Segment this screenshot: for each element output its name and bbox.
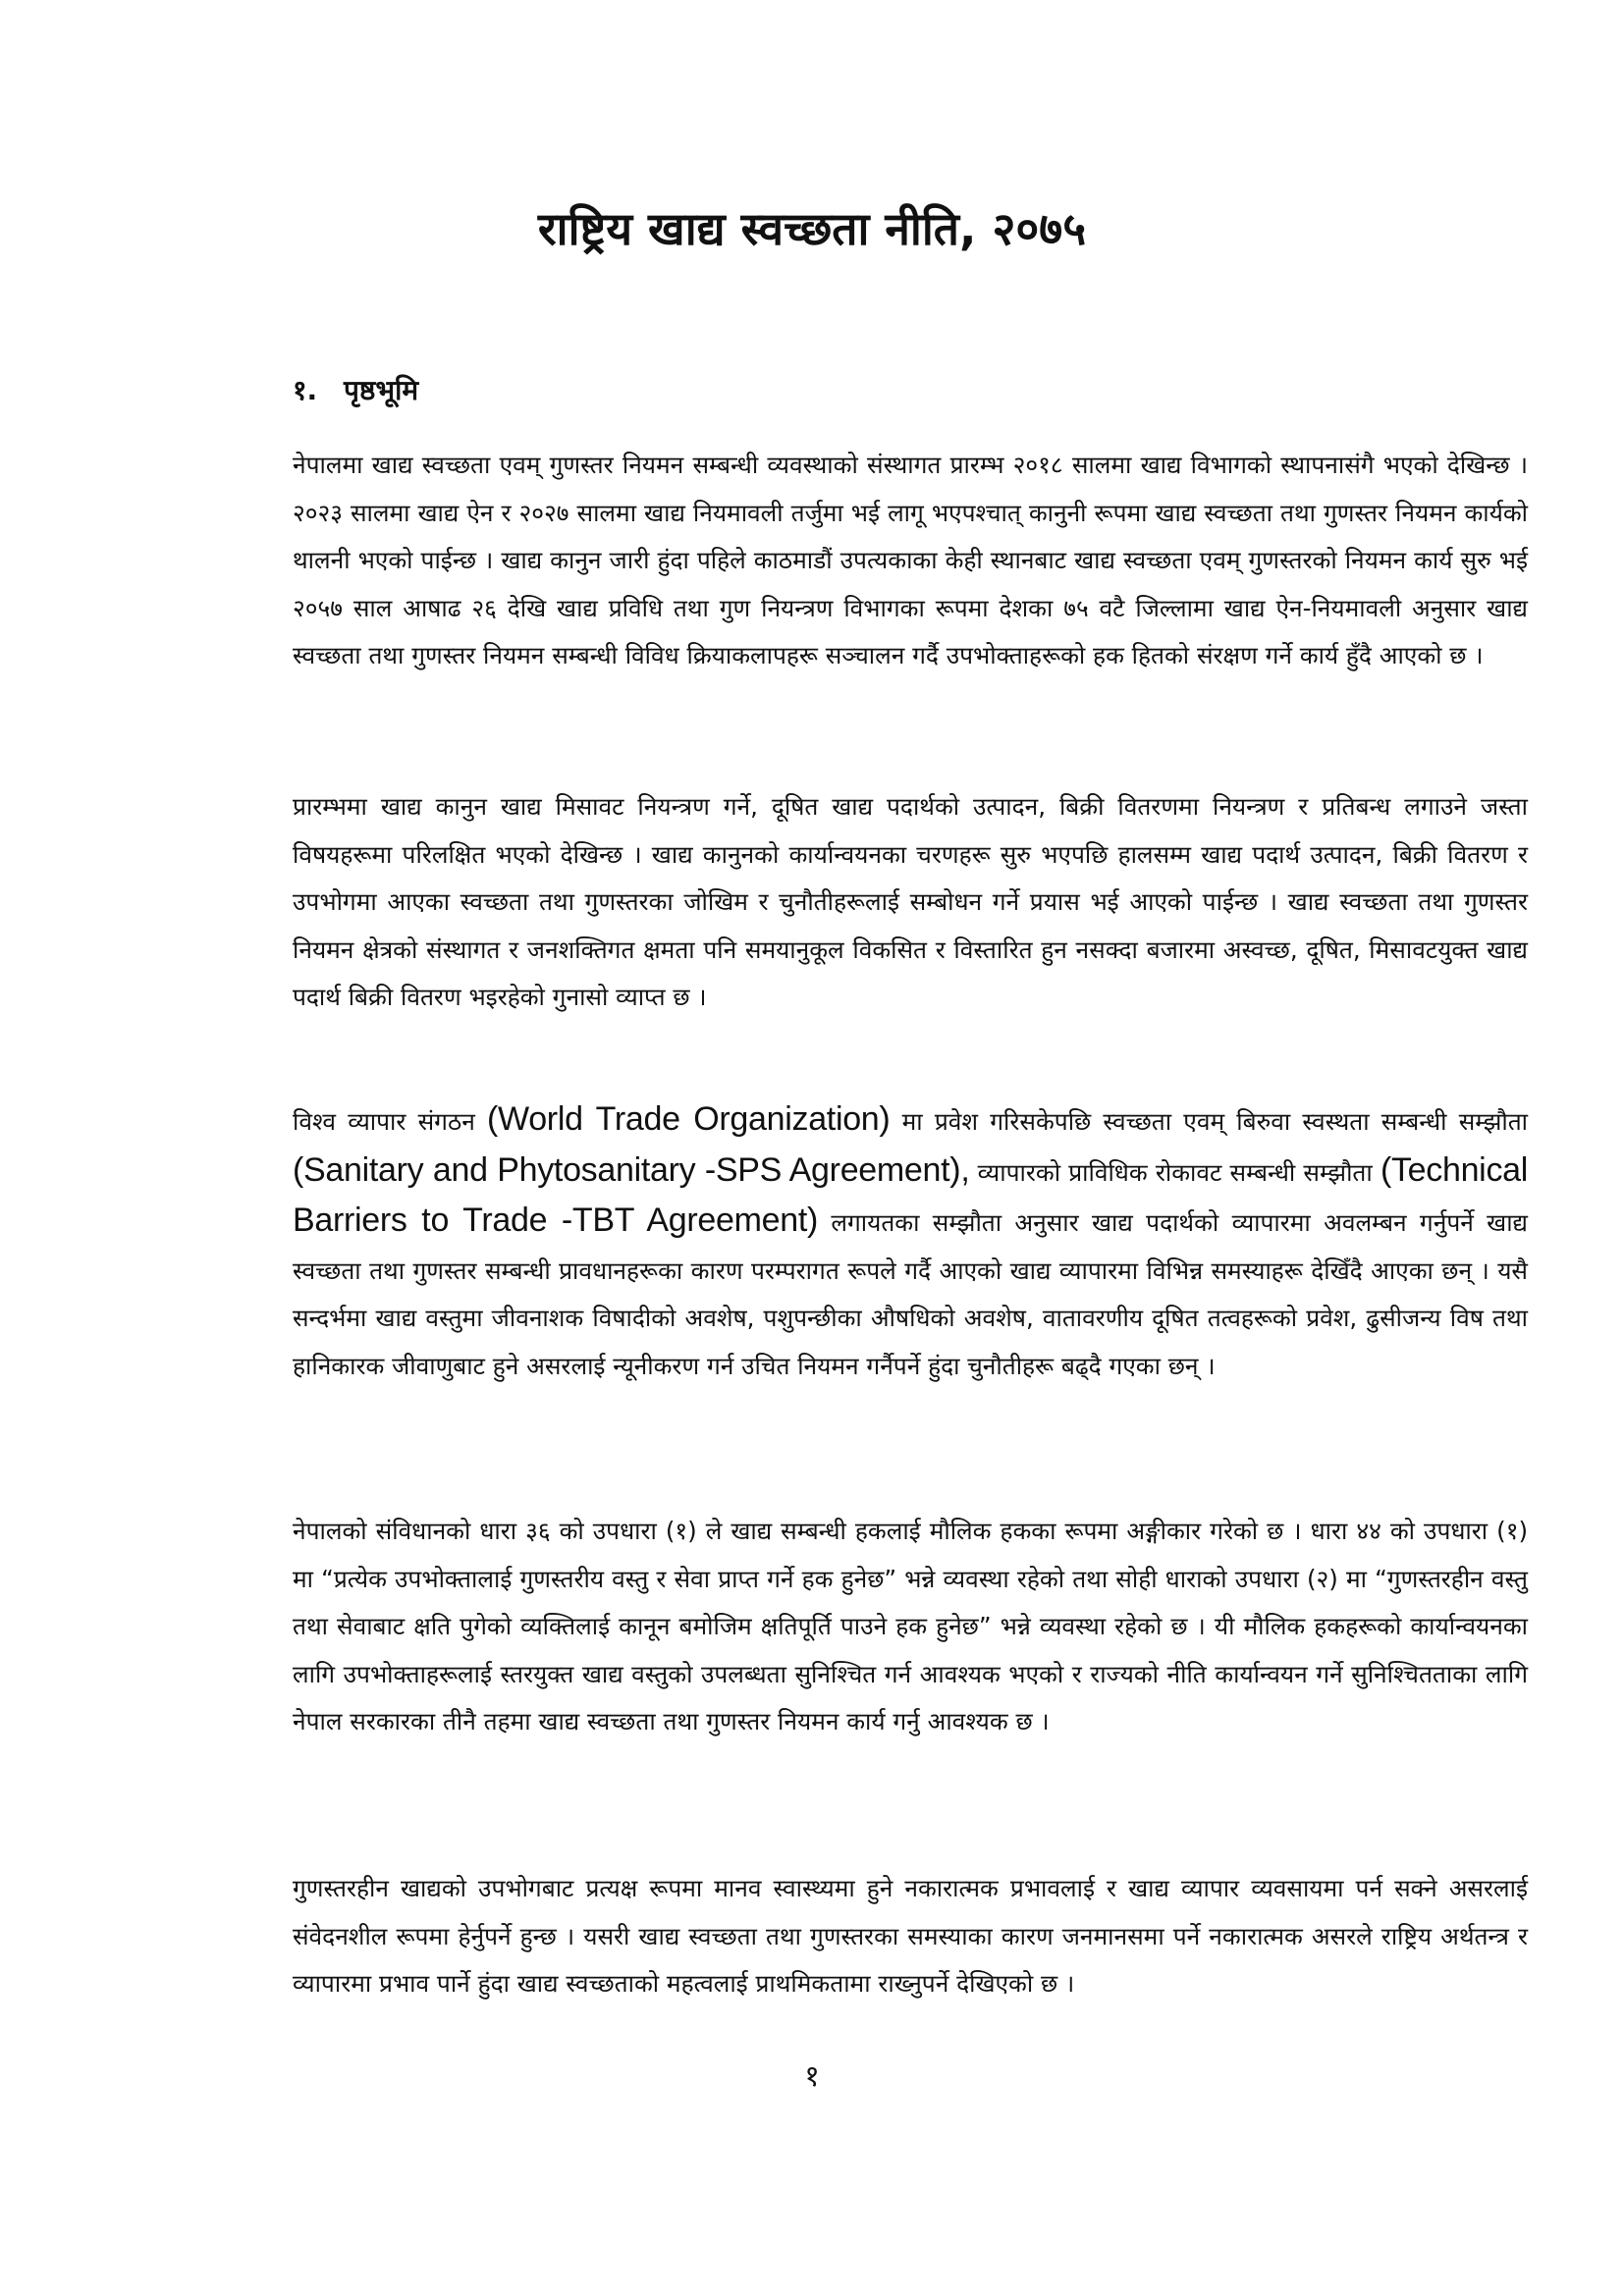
paragraph-3-text-3: व्यापारको प्राविधिक रोकावट सम्बन्धी सम्झौता — [977, 1157, 1373, 1187]
paragraph-2: प्रारम्भमा खाद्य कानुन खाद्य मिसावट नियन्त्रण गर्ने, दूषित खाद्य पदार्थको उत्पादन, बिक्री वितरणमा नियन्त्रण र प्रतिबन्ध लगाउने जस्ता विषयहरूमा परिलक्षित भएको देखिन्छ । खाद्य कानुनको कार्यान्वयनका चरणहरू सुरु भएपछि हालसम्म खाद्य पदार्थ उत्पादन, बिक्री वितरण र उपभोगमा आएका स्वच्छता तथा गुणस्तरका जोखिम र चुनौतीहरूलाई सम्बोधन गर्ने प्रयास भई आएको पाईन्छ । खाद्य स्वच्छता तथा गुणस्तर नियमन क्षेत्रको संस्थागत र जनशक्तिगत क्षमता पनि समयानुकूल विकसित र विस्तारित हुन नसक्दा बजारमा अस्वच्छ, दूषित, मिसावटयुक्त खाद्य पदार्थ बिक्री वितरण भइरहेको गुनासो व्याप्त छ । — [293, 792, 1528, 1011]
paragraph-5: गुणस्तरहीन खाद्यको उपभोगबाट प्रत्यक्ष रूपमा मानव स्वास्थ्यमा हुने नकारात्मक प्रभावलाई र खाद्य व्यापार व्यवसायमा पर्न सक्ने असरलाई संवेदनशील रूपमा हेर्नुपर्ने हुन्छ । यसरी खाद्य स्वच्छता तथा गुणस्तरका समस्याका कारण जनमानसमा पर्ने नकारात्मक असरले राष्ट्रिय अर्थतन्त्र र व्यापारमा प्रभाव पार्ने हुंदा खाद्य स्वच्छताको महत्वलाई प्राथमिकतामा राख्नुपर्ने देखिएको छ । — [293, 1874, 1528, 1998]
tbt-term: (Technical Barriers to Trade -TBT Agreement) — [293, 1150, 1529, 1239]
section-heading — [293, 371, 418, 410]
wto-term: (World Trade Organization) — [487, 1100, 891, 1138]
sps-term: (Sanitary and Phytosanitary -SPS Agreement), — [293, 1150, 970, 1189]
paragraph-3-text-1: विश्व व्यापार संगठन — [293, 1107, 475, 1136]
section-heading-text: पृष्ठभूमि — [344, 374, 419, 406]
paragraph-3 — [293, 1095, 1528, 1390]
document-title: राष्ट्रिय खाद्य स्वच्छता नीति, २०७५ — [537, 202, 1087, 255]
paragraph-3-text-4: लगायतका सम्झौता अनुसार खाद्य पदार्थको व्यापारमा अवलम्बन गर्नुपर्ने खाद्य स्वच्छता तथा गुणस्तर सम्बन्धी प्रावधानहरूका कारण परम्परागत रूपले गर्दै आएको खाद्य व्यापारमा विभिन्न समस्याहरू देखिँदै आएका छन् । यसै सन्दर्भमा खाद्य वस्तुमा जीवनाशक विषादीको अवशेष, पशुपन्छीका औषधिको अवशेष, वातावरणीय दूषित तत्वहरूको प्रवेश, ढुसीजन्य विष तथा हानिकारक जीवाणुबाट हुने असरलाई न्यूनीकरण गर्न उचित नियमन गर्नैपर्ने हुंदा चुनौतीहरू बढ्दै गएका छन् । — [293, 1208, 1528, 1380]
page-number: १ — [804, 2059, 820, 2094]
paragraph-3-text-2: मा प्रवेश गरिसकेपछि स्वच्छता एवम् बिरुवा स्वस्थता सम्बन्धी सम्झौता — [901, 1107, 1529, 1136]
section-number: १. — [293, 374, 318, 406]
paragraph-4: नेपालको संविधानको धारा ३६ को उपधारा (१) ले खाद्य सम्बन्धी हकलाई मौलिक हकका रूपमा अङ्गीकार गरेको छ । धारा ४४ को उपधारा (१) मा “प्रत्येक उपभोक्तालाई गुणस्तरीय वस्तु र सेवा प्राप्त गर्ने हक हुनेछ” भन्ने व्यवस्था रहेको तथा सोही धाराको उपधारा (२) मा “गुणस्तरहीन वस्तु तथा सेवाबाट क्षति पुगेको व्यक्तिलाई कानून बमोजिम क्षतिपूर्ति पाउने हक हुनेछ” भन्ने व्यवस्था रहेको छ । यी मौलिक हकहरूको कार्यान्वयनका लागि उपभोक्ताहरूलाई स्तरयुक्त खाद्य वस्तुको उपलब्धता सुनिश्चित गर्न आवश्यक भएको र राज्यको नीति कार्यान्वयन गर्ने सुनिश्चितताका लागि नेपाल सरकारका तीनै तहमा खाद्य स्वच्छता तथा गुणस्तर नियमन कार्य गर्नु आवश्यक छ । — [293, 1517, 1528, 1735]
paragraph-1: नेपालमा खाद्य स्वच्छता एवम् गुणस्तर नियमन सम्बन्धी व्यवस्थाको संस्थागत प्रारम्भ २०१८ सालमा खाद्य विभागको स्थापनासंगै भएको देखिन्छ । २०२३ सालमा खाद्य ऐन र २०२७ सालमा खाद्य नियमावली तर्जुमा भई लागू भएपश्चात् कानुनी रूपमा खाद्य स्वच्छता तथा गुणस्तर नियमन कार्यको थालनी भएको पाईन्छ । खाद्य कानुन जारी हुंदा पहिले काठमाडौं उपत्यकाका केही स्थानबाट खाद्य स्वच्छता एवम् गुणस्तरको नियमन कार्य सुरु भई २०५७ साल आषाढ २६ देखि खाद्य प्रविधि तथा गुण नियन्त्रण विभागका रूपमा देशका ७५ वटै जिल्लामा खाद्य ऐन-नियमावली अनुसार खाद्य स्वच्छता तथा गुणस्तर नियमन सम्बन्धी विविध क्रियाकलापहरू सञ्चालन गर्दै उपभोक्ताहरूको हक हितको संरक्षण गर्ने कार्य हुँदै आएको छ । — [293, 451, 1528, 669]
